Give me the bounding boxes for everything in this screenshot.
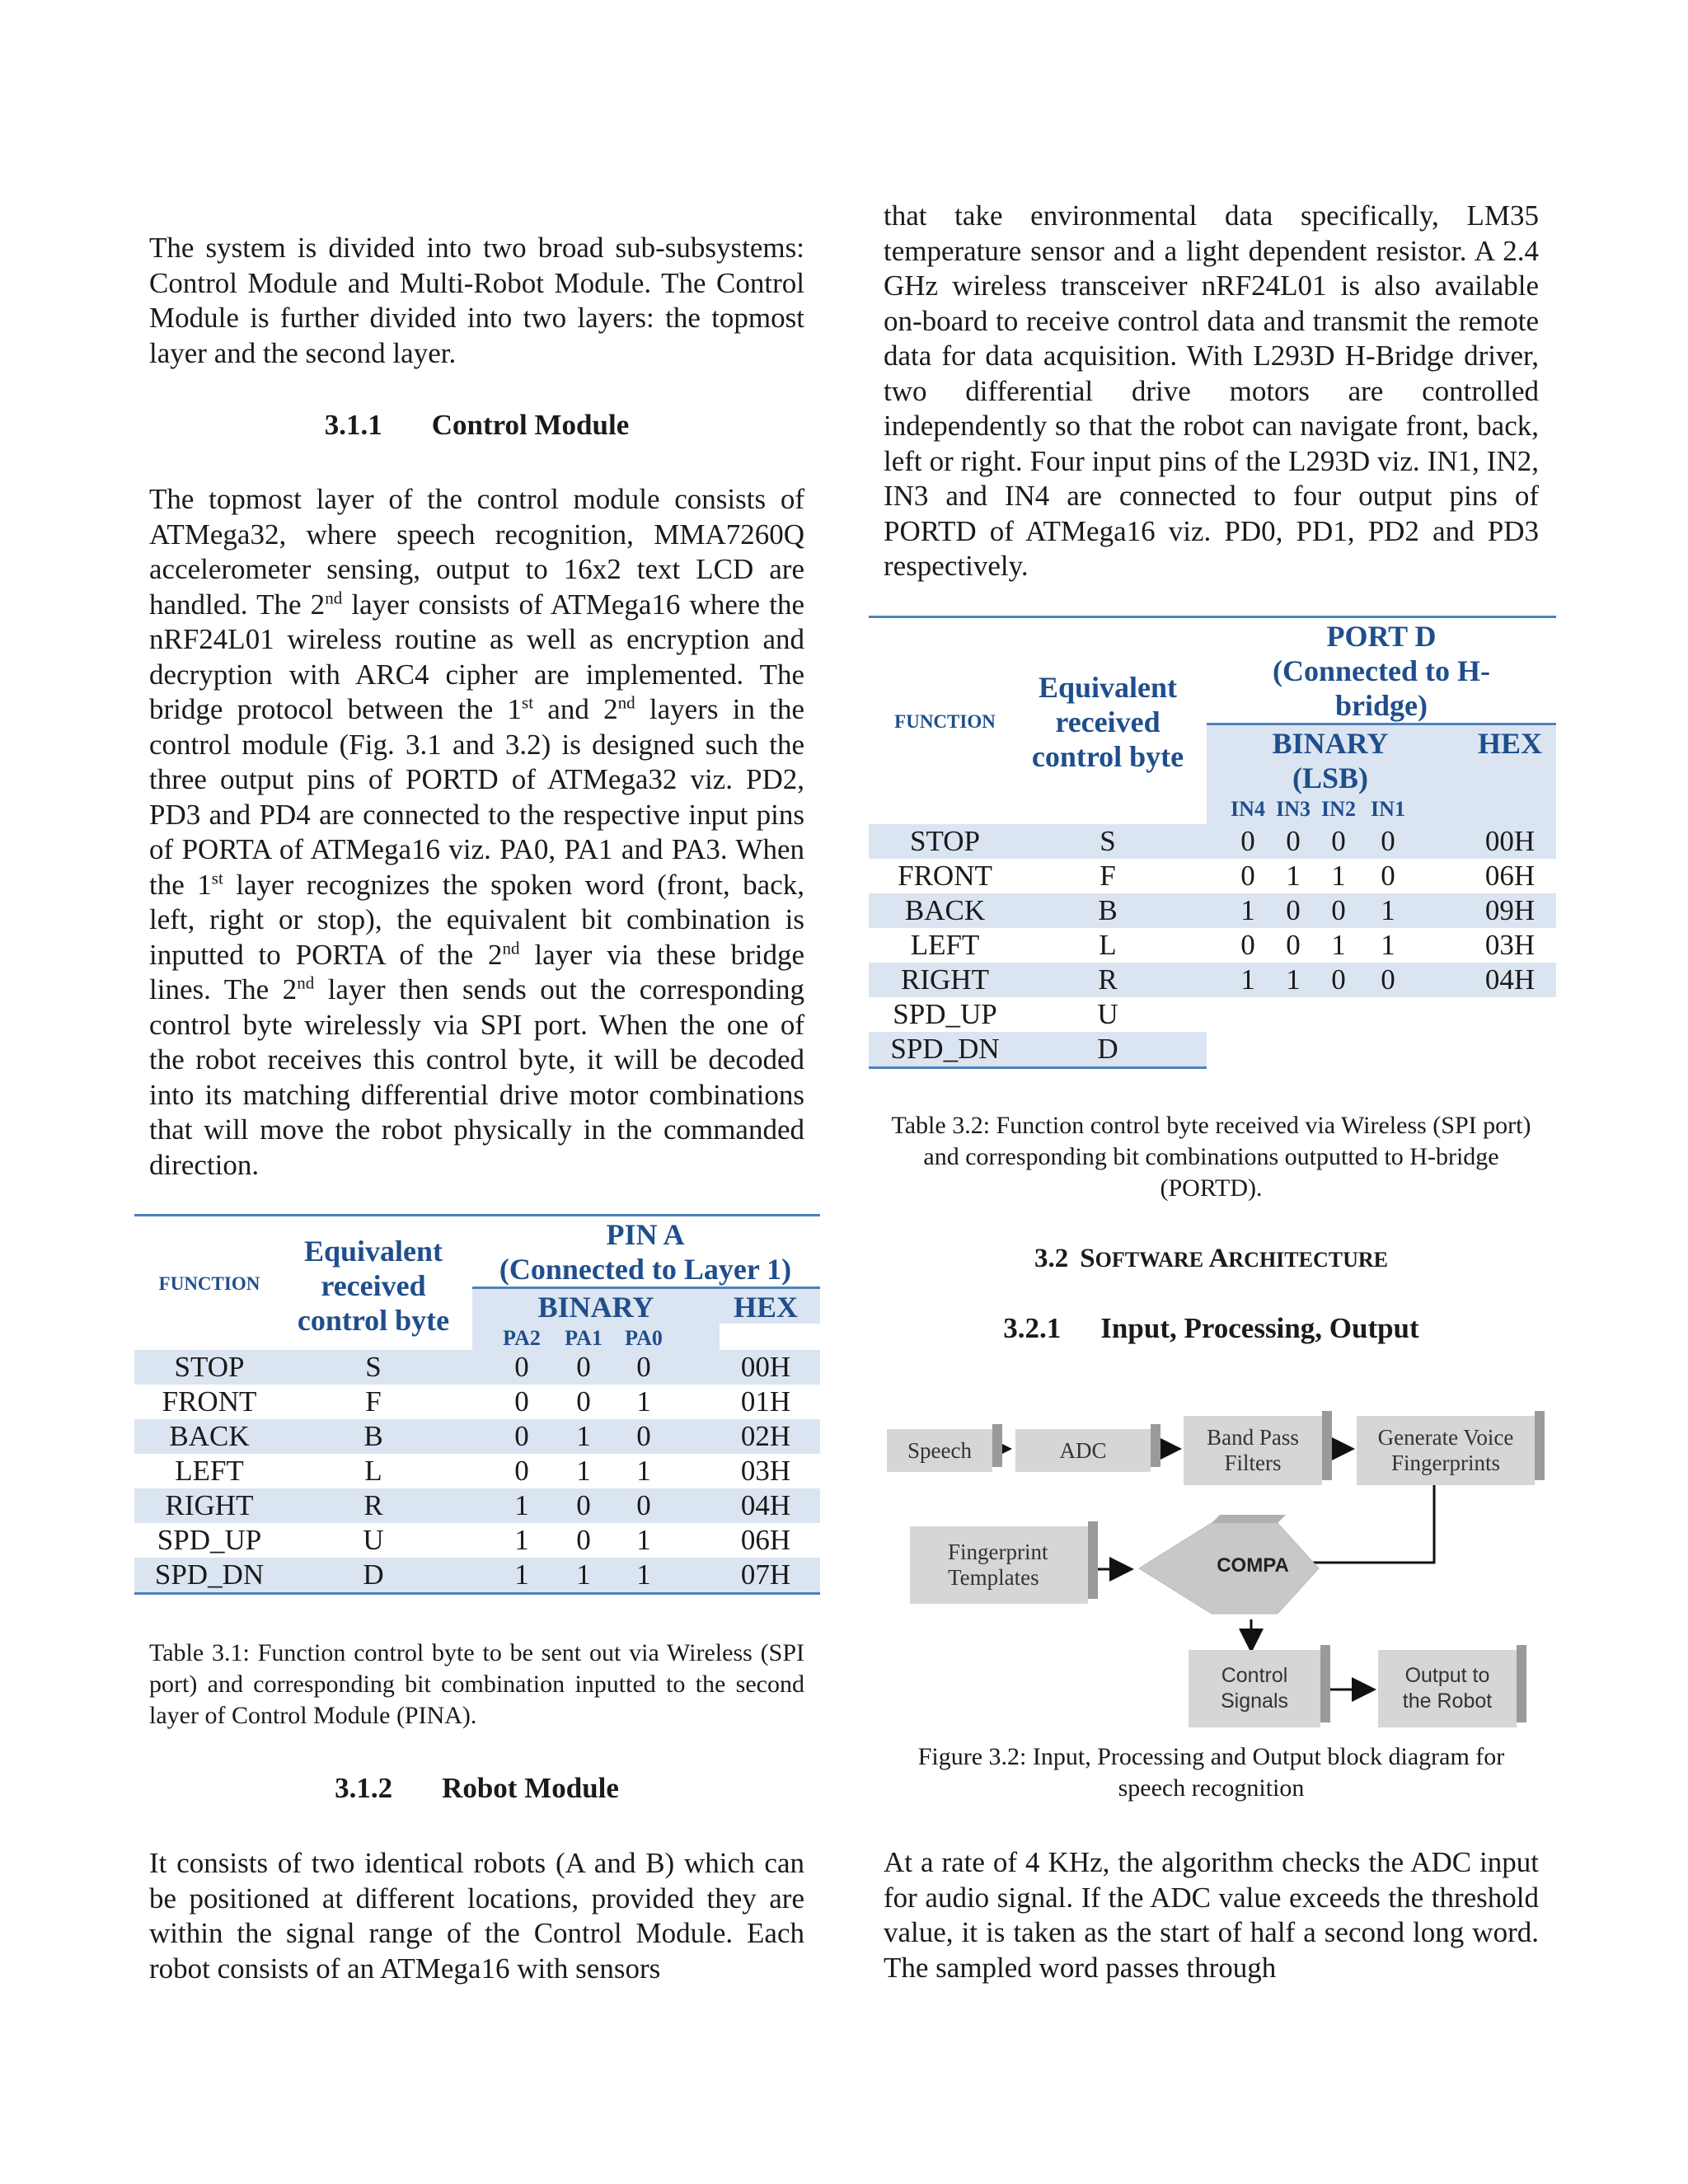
section-number: 3.2 [1034,1244,1069,1273]
header-binary: BINARY (LSB) [1272,727,1389,794]
table-top-rule [869,616,1556,618]
pin-in3: IN3 [1276,797,1311,821]
section-title: Input, Processing, Output [1100,1312,1419,1344]
pin-pa2: PA2 [503,1326,541,1350]
section-3-1-1-heading [149,409,804,442]
algorithm-paragraph: At a rate of 4 KHz, the algorithm checks the ADC input for audio signal. If the ADC value exceeds the threshold value, it is taken as the start of half a second long word. The sampled word passes through [884,1846,1539,1984]
section-title: Robot Module [442,1772,619,1804]
header-equivalent: Equivalent received control byte [1031,671,1184,773]
speech-block: Speech [887,1429,992,1472]
pin-pa0: PA0 [625,1326,663,1350]
table-bottom-rule [134,1592,820,1595]
pin-in2: IN2 [1321,797,1356,821]
pin-pa1: PA1 [565,1326,603,1350]
output-to-robot-block: Output to the Robot [1378,1650,1517,1727]
pin-in4: IN4 [1231,797,1265,821]
figure-3-2-diagram [882,1401,1541,1731]
section-number: 3.1.1 [324,409,382,441]
table-3-1-caption: Table 3.1: Function control byte to be sent out via Wireless (SPI port) and corresponding bit combination inputted to the second layer of Control Module (PINA). [149,1639,804,1729]
section-number: 3.2.1 [1003,1312,1062,1344]
generate-fingerprints-block: Generate Voice Fingerprints [1357,1416,1535,1485]
header-port-d: PORT D (Connected to H- bridge) [1273,620,1490,722]
header-hex: HEX [733,1291,798,1324]
table-bottom-rule [869,1066,1207,1069]
intro-paragraph: The system is divided into two broad sub-subsystems: Control Module and Multi-Robot Module. The Control Module is further divided into two layers: the topmost layer and the second layer. [149,232,804,369]
header-hex: HEX [1477,727,1542,760]
section-title: Control Module [431,409,630,441]
header-pin-a: PIN A (Connected to Layer 1) [499,1218,792,1286]
table-3-1: FUNCTION Equivalent received control byte PIN A (Connected to Layer 1) BINARY HEX PA2 PA1 PA0 STOP S 0 0 0 00H FRONT F 0 0 1 01H BACK B 0 1 0 02H LEFT L 0 1 1 03H RIGHT R 1 0 0 04H SPD_UP U 1 0 1 06H SPD_DN D 1 1 1 07H [134,1214,820,1605]
control-signals-block: Control Signals [1189,1650,1320,1727]
table-3-2: FUNCTION Equivalent received control byte PORT D (Connected to H- bridge) BINARY (LSB) HEX IN4 IN3 IN2 IN1 STOP S 0 0 0 0 00H FRONT F 0 1 1 0 06H BACK B 1 0 0 1 09H LEFT L 0 0 1 1 03H RIGHT R 1 1 0 0 04H SPD_UP U SPD_DN D [869,616,1556,1077]
header-binary: BINARY [537,1291,654,1324]
section-3-2-heading [884,1244,1539,1274]
robot-paragraph-continued: that take environmental data specifically, LM35 temperature sensor and a light dependent resistor. A 2.4 GHz wireless transceiver nRF24L01 is also available on-board to receive control data and transmit the remote data for data acquisition. With L293D H-Bridge driver, two differential drive motors are controlled independently so that the robot can navigate front, back, left or right. Four input pins of the L293D viz. IN1, IN2, IN3 and IN4 are connected to four output pins of PORTD of ATMega16 viz. PD0, PD1, PD2 and PD3 respectively. [884,199,1539,582]
section-3-1-2-heading [149,1772,804,1805]
section-number: 3.1.2 [335,1772,393,1804]
table-top-rule [134,1214,820,1216]
fingerprint-templates-block: Fingerprint Templates [910,1526,1088,1604]
compare-label: COMPA [1217,1554,1289,1577]
adc-block: ADC [1015,1429,1151,1472]
table-3-2-caption: Table 3.2: Function control byte received via Wireless (SPI port) and corresponding bit combinations outputted to H-bridge (PORTD). [891,1112,1531,1202]
section-title: SOFTWARE ARCHITECTURE [1080,1244,1388,1273]
header-function: FUNCTION [894,711,996,732]
pin-in1: IN1 [1371,797,1405,821]
section-3-2-1-heading [884,1312,1539,1345]
header-equivalent: Equivalent received control byte [297,1235,450,1337]
robot-module-paragraph: It consists of two identical robots (A and B) which can be positioned at different locations, provided they are within the signal range of the Control Module. Each robot consists of an ATMega16 with sensors [149,1847,804,1985]
band-pass-filters-block: Band Pass Filters [1184,1416,1322,1485]
control-module-paragraph: The topmost layer of the control module consists of ATMega32, where speech recognition, MMA7260Q accelerometer sensing, output to 16x2 text LCD are handled. The 2nd layer consists of ATMega16 where the nRF24L01 wireless routine as well as encryption and decryption with ARC4 cipher are implemented. The bridge protocol between the 1st and 2nd layers in the control module (Fig. 3.1 and 3.2) is designed such the three output pins of PORTD of ATMega32 viz. PD2, PD3 and PD4 are connected to the respective input pins of PORTA of ATMega16 viz. PA0, PA1 and PA3. When the 1st layer recognizes the spoken word (front, back, left, right or stop), the equivalent bit combination is inputted to PORTA of the 2nd layer via these bridge lines. The 2nd layer then sends out the corresponding control byte wirelessly via SPI port. When the one of the robot receives this control byte, it will be decoded into its matching differential drive motor combinations that will move the robot physically in the commanded direction. [149,483,804,1181]
figure-3-2-caption: Figure 3.2: Input, Processing and Output block diagram for speech recognition [917,1743,1505,1802]
header-function: FUNCTION [158,1273,260,1294]
